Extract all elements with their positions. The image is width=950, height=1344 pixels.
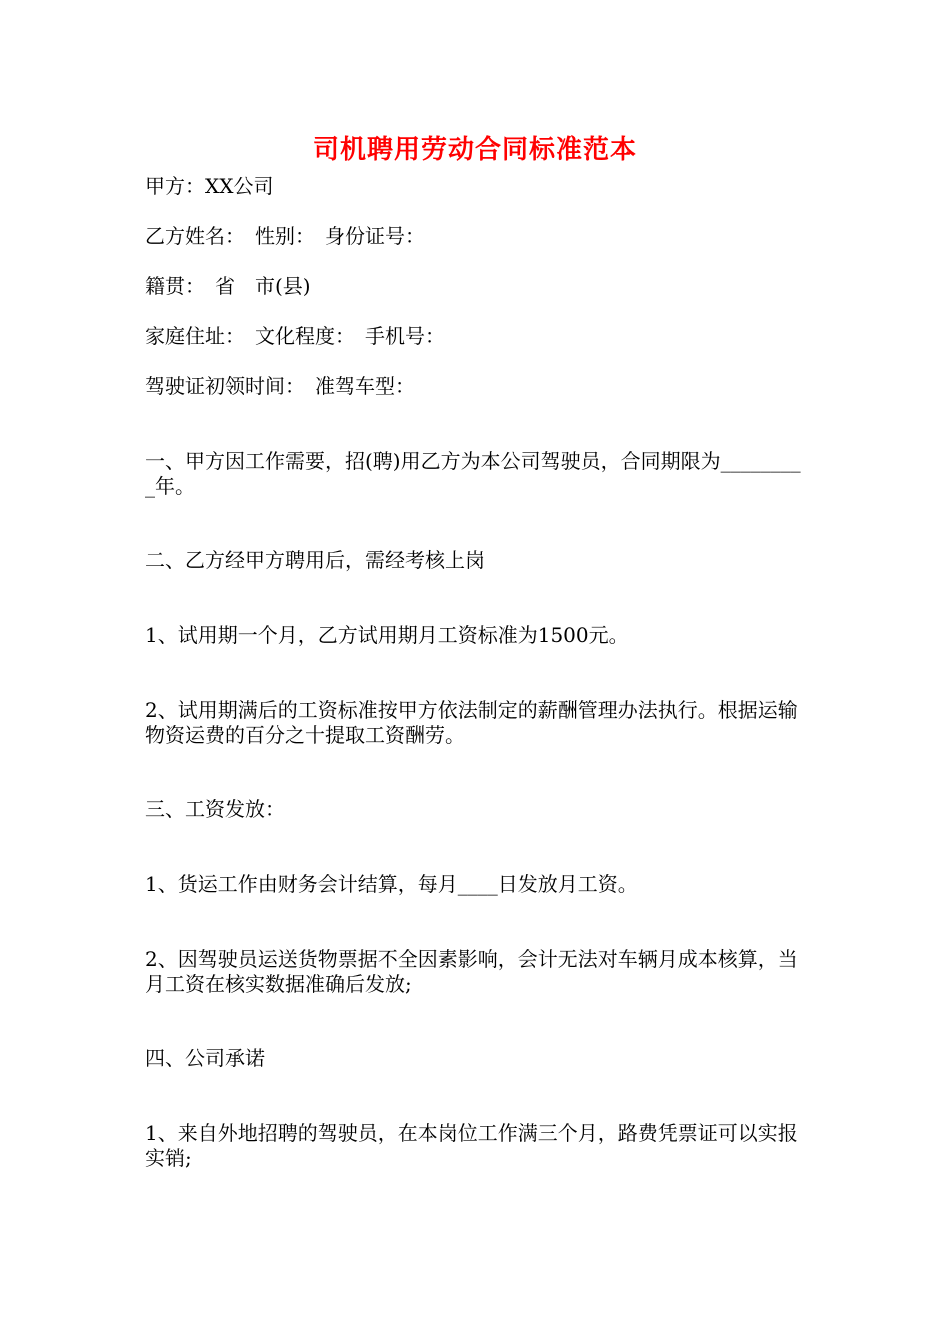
- document-title: 司机聘用劳动合同标准范本: [312, 135, 637, 165]
- party-b-name-line: 乙方姓名： 性别： 身份证号：: [145, 224, 425, 248]
- native-place-line: 籍贯： 省 市(县): [145, 274, 311, 298]
- license-line: 驾驶证初领时间： 准驾车型：: [145, 374, 415, 398]
- clause-4-item-1: 1、来自外地招聘的驾驶员，在本岗位工作满三个月，路费凭票证可以实报实销;: [145, 1121, 798, 1170]
- clause-2-item-2: 2、试用期满后的工资标准按甲方依法制定的薪酬管理办法执行。根据运输物资运费的百分之十提取工资酬劳。: [145, 698, 798, 747]
- clause-1: 一、甲方因工作需要，招(聘)用乙方为本公司驾驶员，合同期限为_________年。: [145, 449, 801, 498]
- clause-4-heading: 四、公司承诺: [145, 1046, 265, 1070]
- clause-3-item-2: 2、因驾驶员运送货物票据不全因素影响，会计无法对车辆月成本核算，当月工资在核实数据准确后发放;: [145, 947, 798, 996]
- clause-2-item-1: 1、试用期一个月，乙方试用期月工资标准为1500元。: [145, 623, 629, 647]
- clause-3-item-1: 1、货运工作由财务会计结算，每月____日发放月工资。: [145, 872, 638, 896]
- party-a-line: 甲方：XX公司: [145, 174, 274, 198]
- clause-3-heading: 三、工资发放：: [145, 797, 285, 821]
- clause-2-heading: 二、乙方经甲方聘用后，需经考核上岗: [145, 548, 485, 572]
- address-line: 家庭住址： 文化程度： 手机号：: [145, 324, 445, 348]
